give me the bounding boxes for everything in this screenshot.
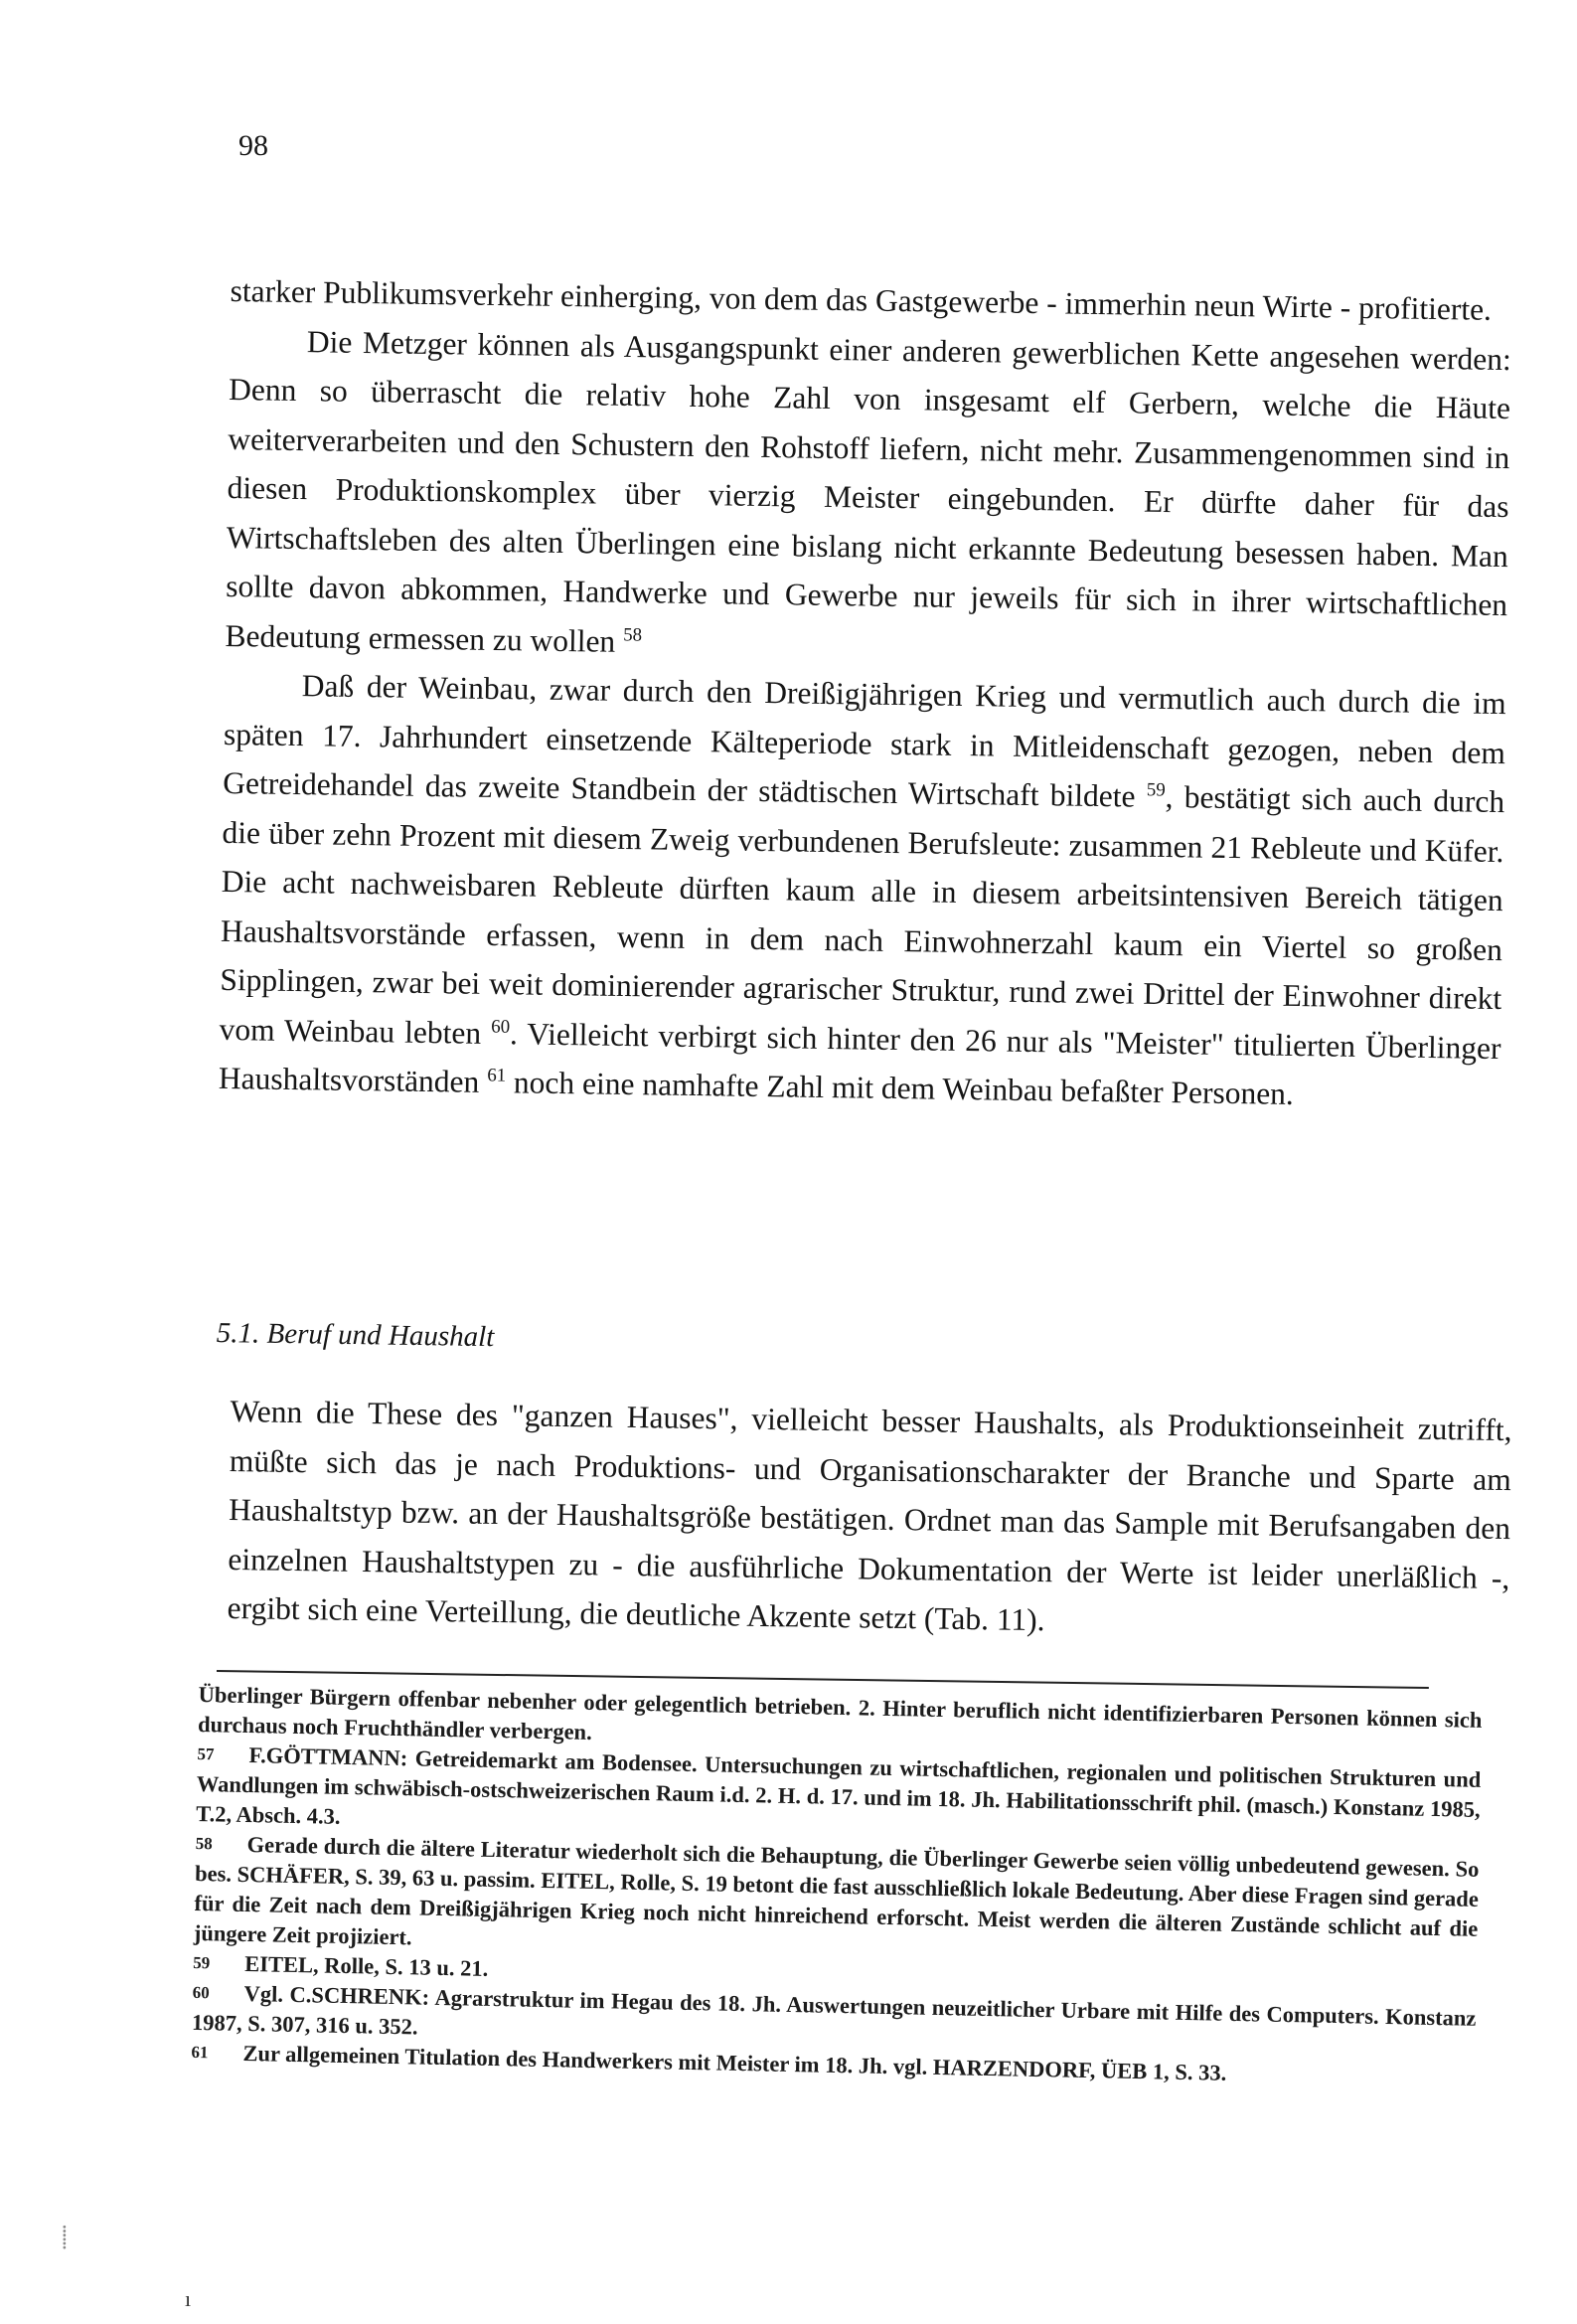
body-text-block-1 bbox=[219, 266, 1512, 1122]
paragraph-4: Wenn die These des "ganzen Hauses", vielleicht besser Haushalts, als Produktionseinheit zutrifft, müßte sich das je nach Produktions- und Organisationscharakter der Branche und Sparte am Haushaltstyp bzw. an der Haushaltsgröße bestätigen. Ordnet man das Sample mit Berufsangaben den einzelnen Haushaltstypen zu - die ausführliche Dokumentation der Werte ist leider unerläßlich -, ergibt sich eine Verteillung, die deutliche Akzente setzt (Tab. 11). bbox=[227, 1393, 1512, 1638]
footnotes bbox=[191, 1680, 1483, 2093]
section-heading: 5.1. Beruf und Haushalt bbox=[216, 1317, 495, 1354]
paragraph-1: starker Publikumsverkehr einherging, von dem das Gastgewerbe - immerhin neun Wirte - profitierte. bbox=[230, 272, 1493, 327]
footnote-number: 57 bbox=[197, 1743, 215, 1764]
footnote-text: Gerade durch die ältere Literatur wiederholt sich die Behauptung, die Überlinger Gewerbe seien völlig unbedeutend gewesen. So bes. SCHÄFER, S. 39, 63 u. passim. EITEL, Rolle, S. 19 betont die fast ausschließlich lokale Bedeutung. Aber diese Fragen sind gerade für die Zeit nach dem Dreißigjährigen Krieg noch nicht hinreichend erforscht. Meist werden die älteren Zustände schlicht auf die jüngere Zeit projiziert. bbox=[193, 1832, 1480, 1950]
paragraph-2-text: Die Metzger können als Ausgangspunkt einer anderen gewerblichen Kette angesehen werden: Denn so überrascht die relativ hohe Zahl von insgesamt elf Gerbern, welche die Häute weiterverarbeiten und den Schustern den Rohstoff liefern, nicht mehr. Zusammengenommen sind in diesen Produktionskomplex über vierzig Meister eingebunden. Er dürfte daher für das Wirtschaftsleben des alten Überlingen eine bislang nicht erkannte Bedeutung besessen haben. Man sollte davon abkommen, Handwerke und Gewerbe nur jeweils für sich in ihrer wirtschaftlichen Bedeutung ermessen zu wollen bbox=[225, 323, 1512, 659]
paragraph-3-text-d: noch eine namhafte Zahl mit dem Weinbau befaßter Personen. bbox=[505, 1065, 1295, 1111]
margin-mark-icon: ⸽ bbox=[62, 2225, 68, 2249]
paragraph-3-text-b: , bestätigt sich auch durch die über zehn Prozent mit diesem Zweig verbundenen Berufsleute: zusammen 21 Rebleute und Küfer. Die acht nachweisbaren Rebleute dürften kaum alle in diesem arbeitsintensiven Bereich tätigen Haushaltsvorstände erfassen, wenn in dem nach Einwohnerzahl kaum ein Viertel so großen Sipplingen, zwar bei weit dominierender agrarischer Struktur, rund zwei Drittel der Einwohner direkt vom Weinbau lebten bbox=[219, 779, 1505, 1051]
footnote-number: 58 bbox=[195, 1833, 213, 1854]
footnote-text: Vgl. C.SCHRENK: Agrarstruktur im Hegau des 18. Jh. Auswertungen neuzeitlicher Urbare mit Hilfe des Computers. Konstanz 1987, S. 307, 316 u. 352. bbox=[191, 1980, 1477, 2040]
footnote-ref-58: 58 bbox=[623, 623, 643, 646]
page-number: 98 bbox=[238, 129, 268, 162]
paragraph-3-text-c: . Vielleicht verbirgt sich hinter den 26 nur als "Meister" titulierten Überlinger Haushaltsvorständen bbox=[218, 1015, 1501, 1099]
footnote-ref-61: 61 bbox=[487, 1065, 507, 1086]
footnote-continuation: Überlinger Bürgern offenbar nebenher oder gelegentlich betrieben. 2. Hinter beruflich nicht identifizierbaren Personen können sich durchaus noch Fruchthändler verbergen. bbox=[197, 1681, 1483, 1744]
paragraph-2 bbox=[225, 315, 1511, 679]
margin-tick-icon: ı bbox=[185, 2286, 192, 2311]
footnote-ref-60: 60 bbox=[491, 1015, 511, 1038]
footnote-text: Zur allgemeinen Titulation des Handwerkers mit Meister im 18. Jh. vgl. HARZENDORF, ÜEB 1, S. 33. bbox=[242, 2040, 1227, 2085]
footnote-ref-59: 59 bbox=[1146, 779, 1166, 801]
footnote-number: 60 bbox=[192, 1982, 210, 2003]
footnote-text: EITEL, Rolle, S. 13 u. 21. bbox=[244, 1950, 489, 1981]
footnote-number: 61 bbox=[191, 2042, 209, 2063]
paragraph-3 bbox=[219, 660, 1506, 1122]
body-text-block-2 bbox=[227, 1387, 1512, 1652]
paragraph-3-text-a: Daß der Weinbau, zwar durch den Dreißigjährigen Krieg und vermutlich auch durch die im späten 17. Jahrhundert einsetzende Kälteperiode stark in Mitleidenschaft gezogen, neben dem Getreidehandel das zweite Standbein der städtischen Wirtschaft bildete bbox=[223, 668, 1506, 814]
footnote-number: 59 bbox=[193, 1952, 211, 1973]
footnote-text: F.GÖTTMANN: Getreidemarkt am Bodensee. Untersuchungen zu wirtschaftlichen, regionalen und politischen Strukturen und Wandlungen im schwäbisch-ostschweizerischen Raum i.d. 2. H. d. 17. und im 18. Jh. Habilitationsschrift phil. (masch.) Konstanz 1985, T.2, Absch. 4.3. bbox=[196, 1743, 1482, 1829]
